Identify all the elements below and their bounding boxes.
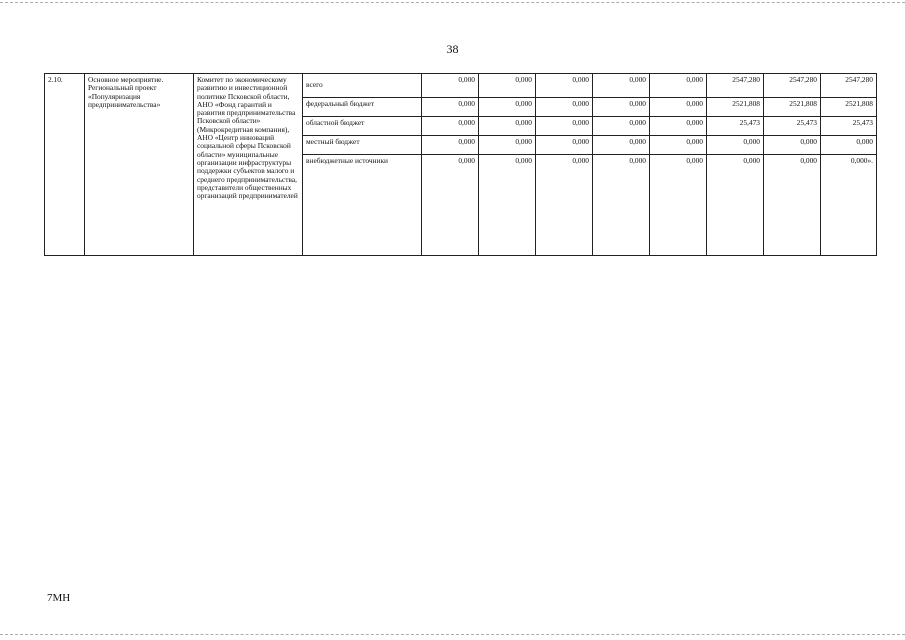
executor-cell: Комитет по экономическому развитию и инвестиционной политике Псковской области, АНО «Фонд гарантий и развития предпринимательства Псковской области» (Микрокредитная компания), АНО «Центр инноваций социальной сферы Псковской области» муниципальные организации инфраструктуры поддержки субъектов малого и среднего предпринимательства, представители общественных организаций предпринимателей: [194, 74, 303, 256]
page-number: 38: [446, 42, 459, 56]
value-cell: 0,000: [593, 155, 650, 256]
value-cell: 0,000: [479, 117, 536, 136]
value-cell: 0,000: [536, 98, 593, 117]
value-cell: 2521,808: [707, 98, 764, 117]
value-cell: 0,000: [650, 74, 707, 98]
value-cell: 0,000: [650, 136, 707, 155]
scan-edge-top: [0, 2, 905, 5]
value-cell: 0,000: [650, 117, 707, 136]
funding-source-cell: областной бюджет: [303, 117, 422, 136]
value-cell: 0,000: [593, 98, 650, 117]
funding-source-cell: внебюджетные источники: [303, 155, 422, 256]
value-cell: 0,000: [422, 98, 479, 117]
value-cell: 0,000: [707, 136, 764, 155]
row-number-cell: 2.10.: [45, 74, 85, 256]
value-cell: 0,000: [650, 155, 707, 256]
value-cell: 0,000: [593, 136, 650, 155]
value-cell: 0,000: [536, 155, 593, 256]
value-cell: 0,000: [593, 117, 650, 136]
value-cell: 25,473: [707, 117, 764, 136]
funding-source-cell: федеральный бюджет: [303, 98, 422, 117]
value-cell: 0,000: [422, 136, 479, 155]
value-cell: 0,000: [536, 74, 593, 98]
value-cell: 0,000: [821, 136, 877, 155]
value-cell: 0,000: [479, 155, 536, 256]
funding-table: [44, 73, 877, 256]
value-cell: 2521,808: [764, 98, 821, 117]
value-cell: 25,473: [821, 117, 877, 136]
value-cell: 0,000: [479, 136, 536, 155]
scan-edge-bottom: [0, 634, 905, 637]
value-cell: 0,000».: [821, 155, 877, 256]
value-cell: 0,000: [593, 74, 650, 98]
value-cell: 0,000: [650, 98, 707, 117]
value-cell: 0,000: [422, 155, 479, 256]
value-cell: 0,000: [479, 98, 536, 117]
value-cell: 2547,280: [764, 74, 821, 98]
funding-source-cell: местный бюджет: [303, 136, 422, 155]
value-cell: 0,000: [422, 117, 479, 136]
table-row: [45, 74, 877, 98]
footer-code: 7MH: [47, 592, 71, 604]
value-cell: 0,000: [536, 117, 593, 136]
value-cell: 2521,808: [821, 98, 877, 117]
value-cell: 0,000: [422, 74, 479, 98]
funding-source-cell: всего: [303, 74, 422, 98]
value-cell: 0,000: [536, 136, 593, 155]
event-name-cell: Основное мероприятие. Региональный проект «Популяризация предпринимательства»: [85, 74, 194, 256]
value-cell: 0,000: [707, 155, 764, 256]
value-cell: 0,000: [764, 136, 821, 155]
value-cell: 25,473: [764, 117, 821, 136]
value-cell: 0,000: [764, 155, 821, 256]
value-cell: 2547,280: [707, 74, 764, 98]
value-cell: 0,000: [479, 74, 536, 98]
value-cell: 2547,280: [821, 74, 877, 98]
